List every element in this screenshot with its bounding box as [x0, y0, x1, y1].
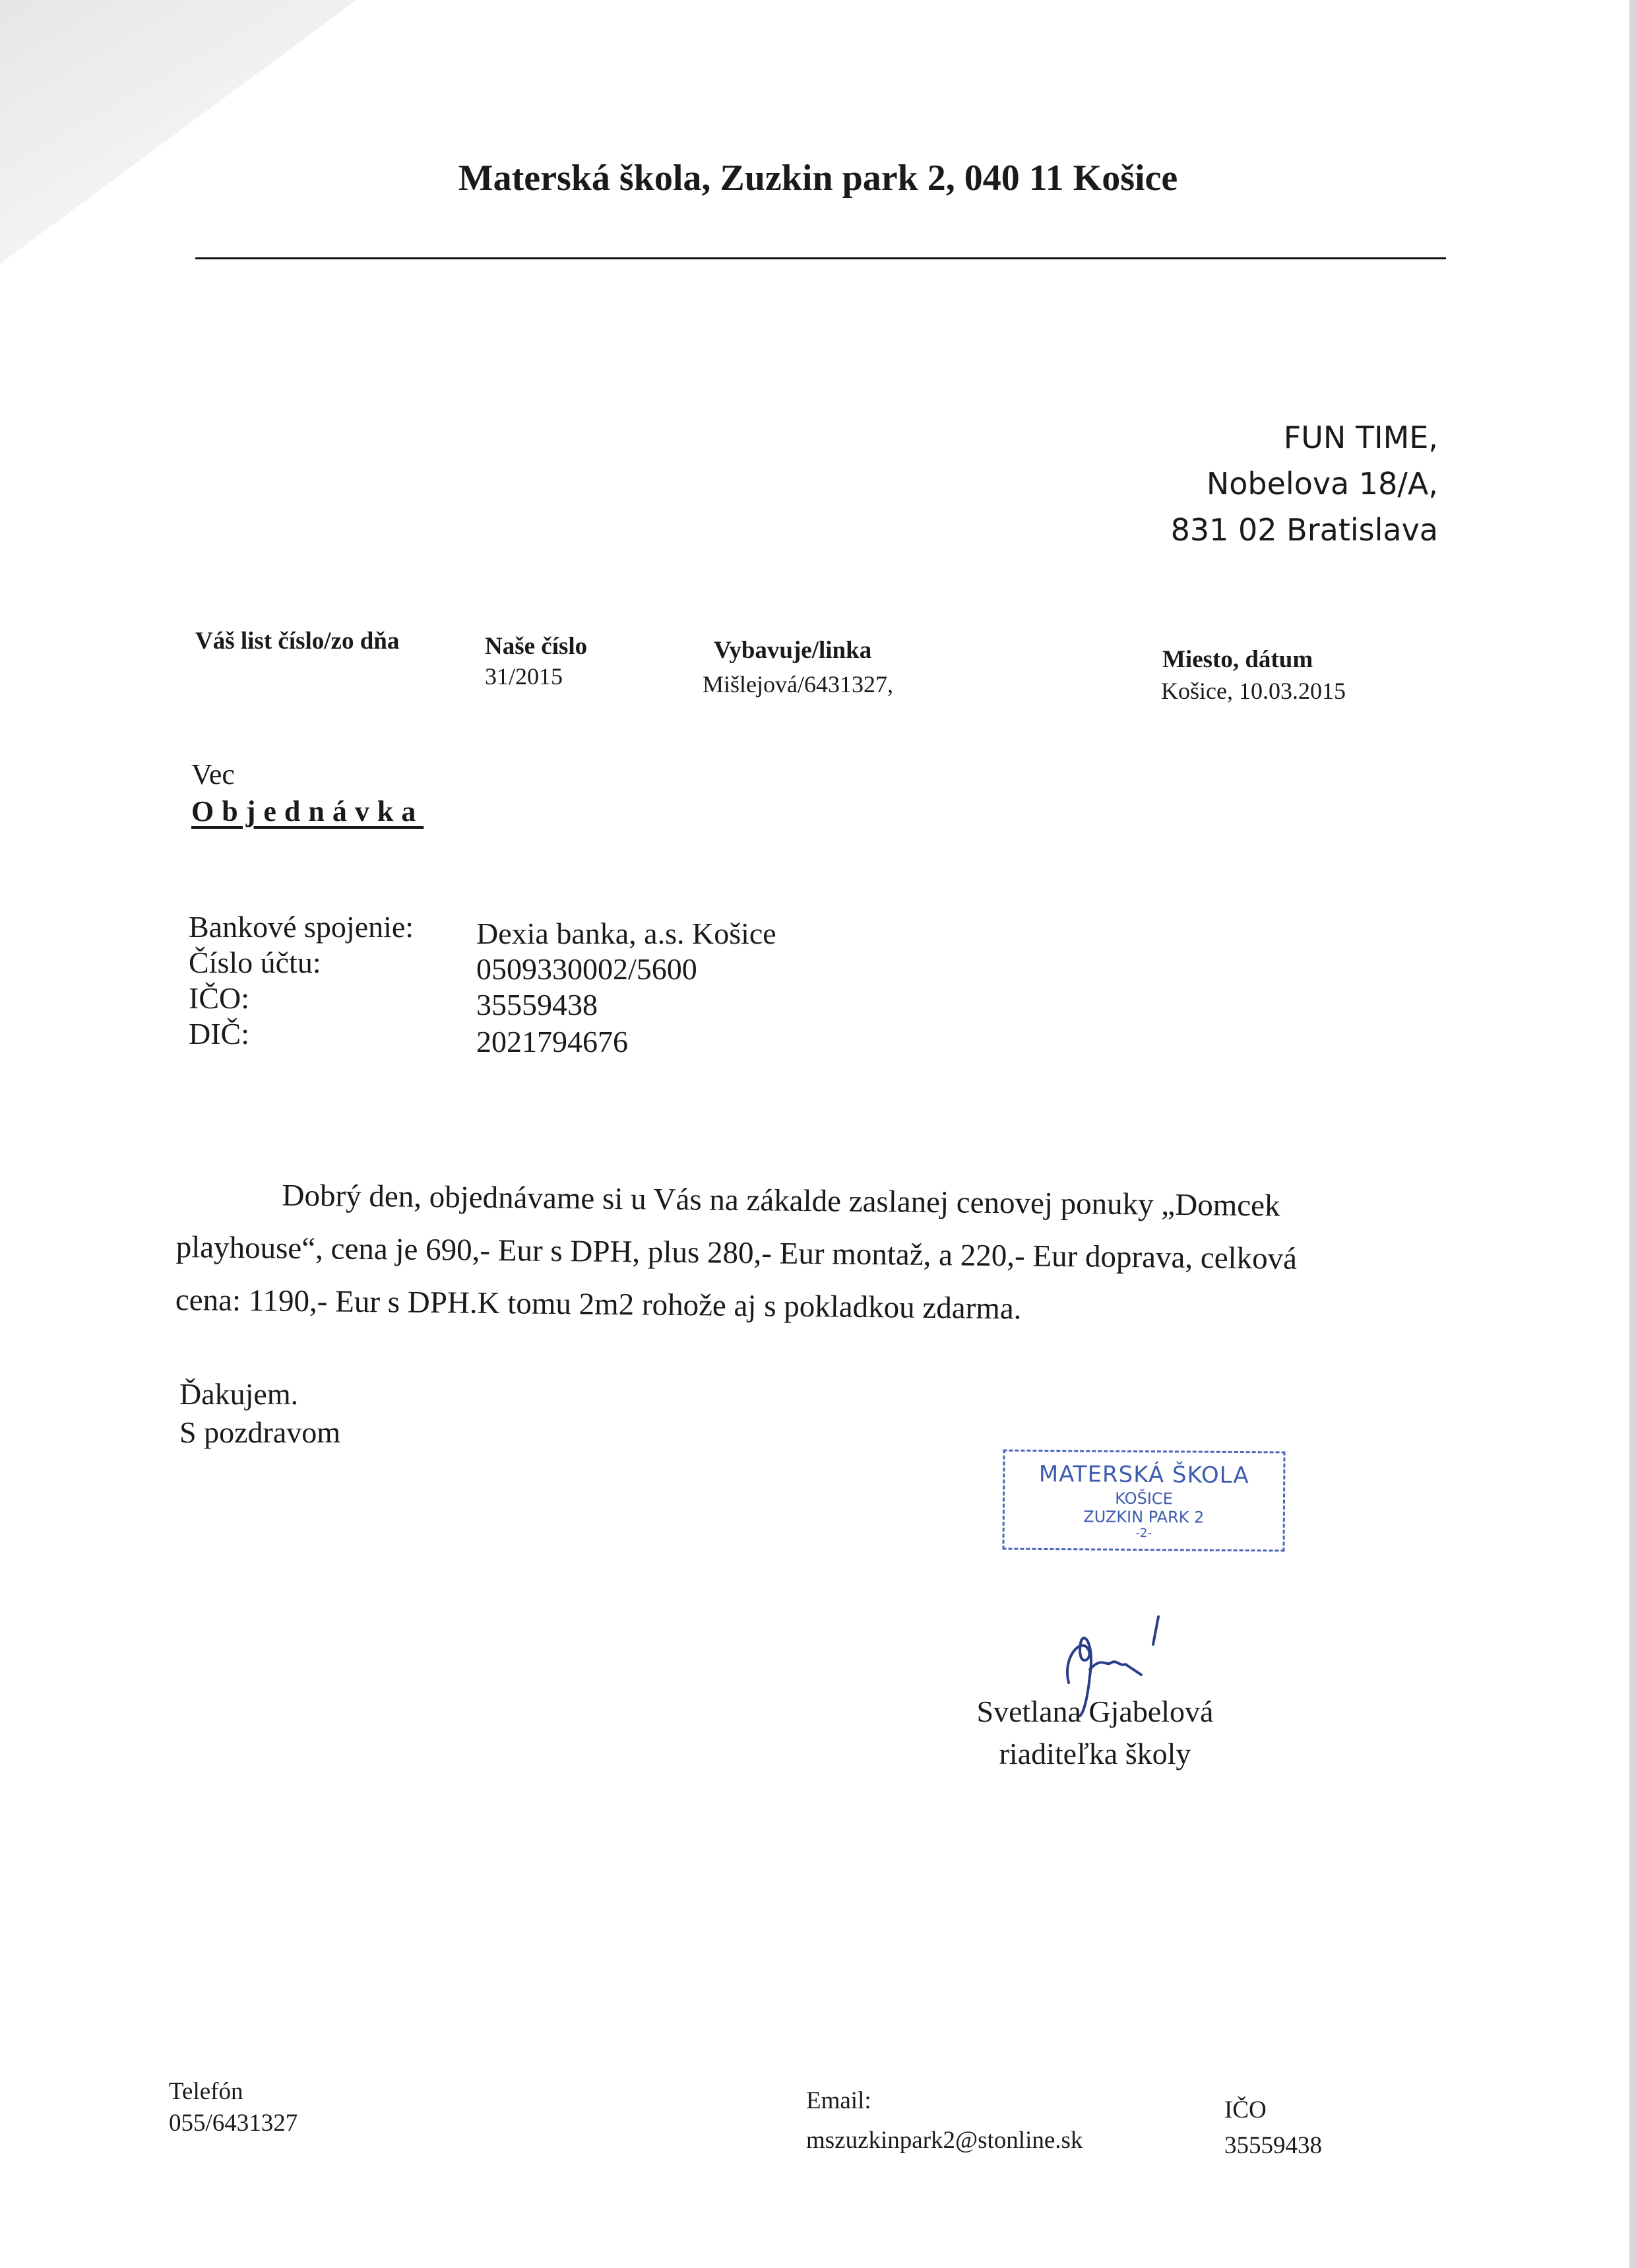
handled-by-value: Mišlejová/6431327,: [703, 671, 893, 697]
ico-value: 35559438: [476, 988, 598, 1021]
closing-thanks: Ďakujem.: [179, 1377, 299, 1411]
stamp-line: KOŠICE: [1115, 1489, 1173, 1508]
handled-by-label: Vybavuje/linka: [714, 637, 872, 664]
subject-title: Objednávka: [191, 795, 424, 827]
letter-body: [175, 1168, 1410, 1340]
signer-title: riaditeľka školy: [999, 1737, 1191, 1770]
our-number-label: Naše číslo: [485, 633, 588, 660]
scan-edge: [1629, 0, 1636, 2268]
footer-email-value: mszuzkinpark2@stonline.sk: [806, 2127, 1083, 2154]
recipient-line: Nobelova 18/A,: [1206, 466, 1438, 502]
ico-label: IČO:: [189, 981, 249, 1015]
body-line: Dobrý den, objednávame si u Vás na zákalde zaslanej cenovej ponuky „Domcek: [282, 1178, 1280, 1223]
signer-name: Svetlana Gjabelová: [976, 1695, 1214, 1728]
account-number-value: 0509330002/5600: [476, 952, 697, 986]
subject-label: Vec: [191, 758, 235, 791]
account-number-label: Číslo účtu:: [189, 946, 321, 979]
school-stamp: [1002, 1450, 1285, 1552]
footer-ico-label: IČO: [1224, 2096, 1267, 2123]
folded-page-corner: [0, 0, 356, 264]
letterhead-title: Materská škola, Zuzkin park 2, 040 11 Košice: [458, 158, 1178, 199]
signer-block: [950, 1691, 1240, 1775]
dic-label: DIČ:: [189, 1017, 249, 1051]
footer-phone-value: 055/6431327: [169, 2110, 298, 2137]
stamp-line: MATERSKÁ ŠKOLA: [1038, 1460, 1249, 1489]
footer-phone-label: Telefón: [169, 2078, 243, 2105]
letterhead-divider: [195, 257, 1446, 259]
recipient-line: 831 02 Bratislava: [1170, 512, 1438, 548]
footer-email-label: Email:: [806, 2087, 871, 2114]
recipient-line: FUN TIME,: [1283, 420, 1438, 455]
body-line: cena: 1190,- Eur s DPH.K tomu 2m2 rohože aj s pokladkou zdarma.: [175, 1282, 1022, 1326]
bank-connection-value: Dexia banka, a.s. Košice: [476, 917, 776, 950]
your-letter-label: Váš list číslo/zo dňa: [195, 628, 400, 655]
place-date-value: Košice, 10.03.2015: [1161, 678, 1346, 704]
our-number-value: 31/2015: [485, 663, 563, 690]
dic-value: 2021794676: [476, 1025, 628, 1058]
stamp-line: -2-: [1135, 1526, 1152, 1541]
footer-ico-value: 35559438: [1224, 2132, 1322, 2159]
place-date-label: Miesto, dátum: [1162, 646, 1313, 673]
closing-regards: S pozdravom: [179, 1415, 341, 1449]
stamp-line: ZUZKIN PARK 2: [1083, 1507, 1205, 1527]
body-line: playhouse“, cena je 690,- Eur s DPH, plus 280,- Eur montaž, a 220,- Eur doprava, celková: [175, 1229, 1298, 1276]
recipient-address: [1171, 414, 1438, 553]
bank-connection-label: Bankové spojenie:: [189, 910, 414, 944]
